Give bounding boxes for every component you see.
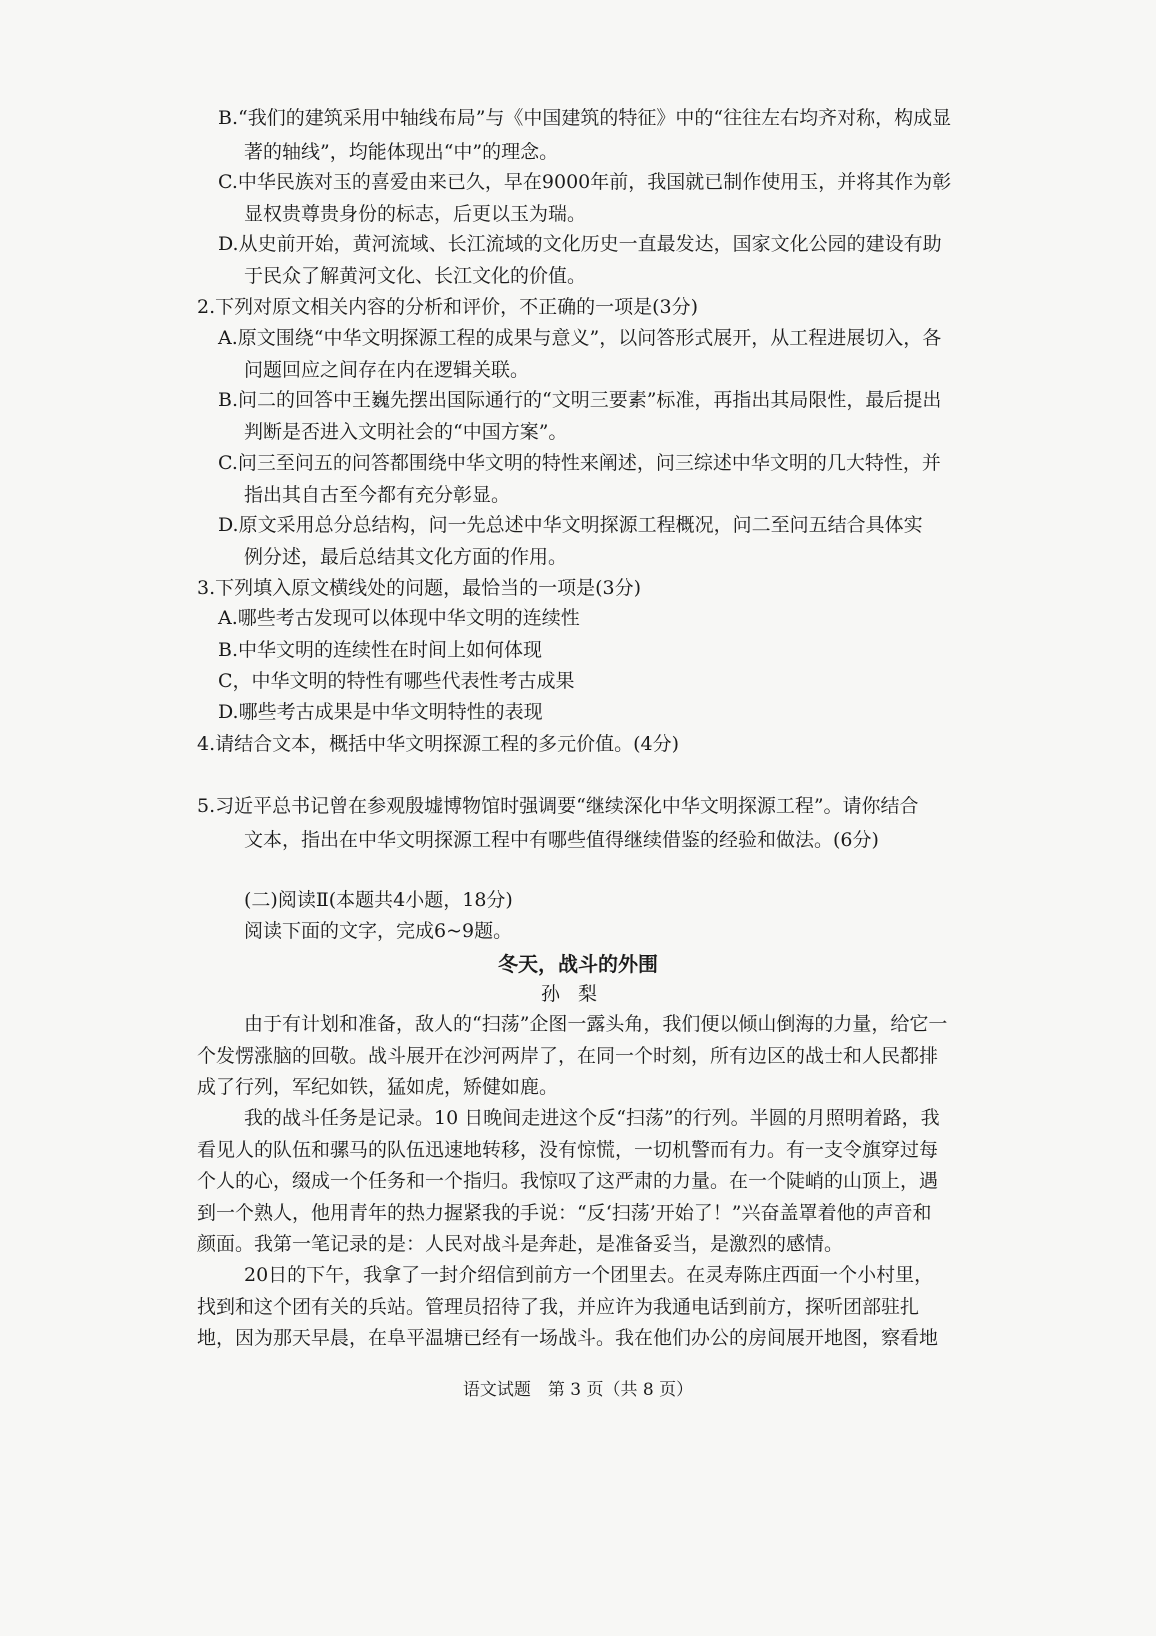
- q1-option-d-line1: D.从史前开始，黄河流域、长江流域的文化历史一直最发达，国家文化公园的建设有助: [218, 233, 942, 255]
- passage-p2-line1: 我的战斗任务是记录。10 日晚间走进这个反“扫荡”的行列。半圆的月照明着路，我: [244, 1107, 940, 1129]
- q4-stem: 4.请结合文本，概括中华文明探源工程的多元价值。(4分): [197, 733, 680, 755]
- q2-option-d-line1: D.原文采用总分总结构，问一先总述中华文明探源工程概况，问二至问五结合具体实: [218, 514, 923, 536]
- passage-p3-line3: 地，因为那天早晨，在阜平温塘已经有一场战斗。我在他们办公的房间展开地图，察看地: [197, 1327, 939, 1349]
- passage-p3-line2: 找到和这个团有关的兵站。管理员招待了我，并应许为我通电话到前方，探听团部驻扎: [197, 1296, 920, 1318]
- q3-option-c: C，中华文明的特性有哪些代表性考古成果: [218, 670, 575, 692]
- passage-p2-line3: 个人的心，缀成一个任务和一个指归。我惊叹了这严肃的力量。在一个陡峭的山顶上，遇: [197, 1170, 939, 1192]
- q2-option-c-line2: 指出其自古至今都有充分彰显。: [244, 484, 511, 506]
- q2-option-d-line2: 例分述，最后总结其文化方面的作用。: [244, 546, 568, 568]
- q1-option-b-line2: 著的轴线”，均能体现出“中”的理念。: [244, 141, 559, 163]
- q2-stem: 2.下列对原文相关内容的分析和评价，不正确的一项是(3分): [197, 296, 699, 318]
- q3-option-b: B.中华文明的连续性在时间上如何体现: [218, 639, 543, 661]
- q3-option-a: A.哪些考古发现可以体现中华文明的连续性: [218, 607, 580, 629]
- passage-p1-line1: 由于有计划和准备，敌人的“扫荡”企图一露头角，我们便以倾山倒海的力量，给它一: [244, 1013, 948, 1035]
- section-instruction: 阅读下面的文字，完成6~9题。: [244, 920, 513, 942]
- q3-option-d: D.哪些考古成果是中华文明特性的表现: [218, 701, 543, 723]
- q1-option-b-line1: B.“我们的建筑采用中轴线布局”与《中国建筑的特征》中的“往往左右均齐对称，构成显: [218, 107, 952, 129]
- q5-stem-line2: 文本，指出在中华文明探源工程中有哪些值得继续借鉴的经验和做法。(6分): [244, 829, 879, 851]
- passage-p2-line5: 颜面。我第一笔记录的是：人民对战斗是奔赴，是准备妥当，是激烈的感情。: [197, 1233, 844, 1255]
- passage-p1-line2: 个发愣涨脑的回敬。战斗展开在沙河两岸了，在同一个时刻，所有边区的战士和人民都排: [197, 1045, 939, 1067]
- q1-option-d-line2: 于民众了解黄河文化、长江文化的价值。: [244, 265, 587, 287]
- passage-p2-line4: 到一个熟人，他用青年的热力握紧我的手说：“反‘扫荡’开始了！”兴奋盖罩着他的声音和: [197, 1202, 932, 1224]
- q1-option-c-line2: 显权贵尊贵身份的标志，后更以玉为瑞。: [244, 203, 587, 225]
- q2-option-a-line2: 问题回应之间存在内在逻辑关联。: [244, 359, 530, 381]
- section-heading: (二)阅读Ⅱ(本题共4小题，18分): [244, 889, 513, 911]
- page-footer: 语文试题 第 3 页（共 8 页）: [462, 1380, 694, 1400]
- q5-stem-line1: 5.习近平总书记曾在参观殷墟博物馆时强调要“继续深化中华文明探源工程”。请你结合: [197, 795, 919, 817]
- passage-author: 孙梨: [540, 983, 615, 1005]
- q3-stem: 3.下列填入原文横线处的问题，最恰当的一项是(3分): [197, 577, 642, 599]
- q2-option-b-line2: 判断是否进入文明社会的“中国方案”。: [244, 421, 568, 443]
- q2-option-a-line1: A.原文围绕“中华文明探源工程的成果与意义”，以问答形式展开，从工程进展切入，各: [218, 327, 942, 349]
- passage-title: 冬天，战斗的外围: [498, 952, 658, 976]
- passage-p1-line3: 成了行列，军纪如铁，猛如虎，矫健如鹿。: [197, 1076, 559, 1098]
- passage-p2-line2: 看见人的队伍和骡马的队伍迅速地转移，没有惊慌，一切机警而有力。有一支令旗穿过每: [197, 1139, 939, 1161]
- q2-option-c-line1: C.问三至问五的问答都围绕中华文明的特性来阐述，问三综述中华文明的几大特性，并: [218, 452, 941, 474]
- q1-option-c-line1: C.中华民族对玉的喜爱由来已久，早在9000年前，我国就已制作使用玉，并将其作为彰: [218, 171, 952, 193]
- q2-option-b-line1: B.问二的回答中王巍先摆出国际通行的“文明三要素”标准，再指出其局限性，最后提出: [218, 389, 942, 411]
- passage-p3-line1: 20日的下午，我拿了一封介绍信到前方一个团里去。在灵寿陈庄西面一个小村里，: [244, 1264, 934, 1286]
